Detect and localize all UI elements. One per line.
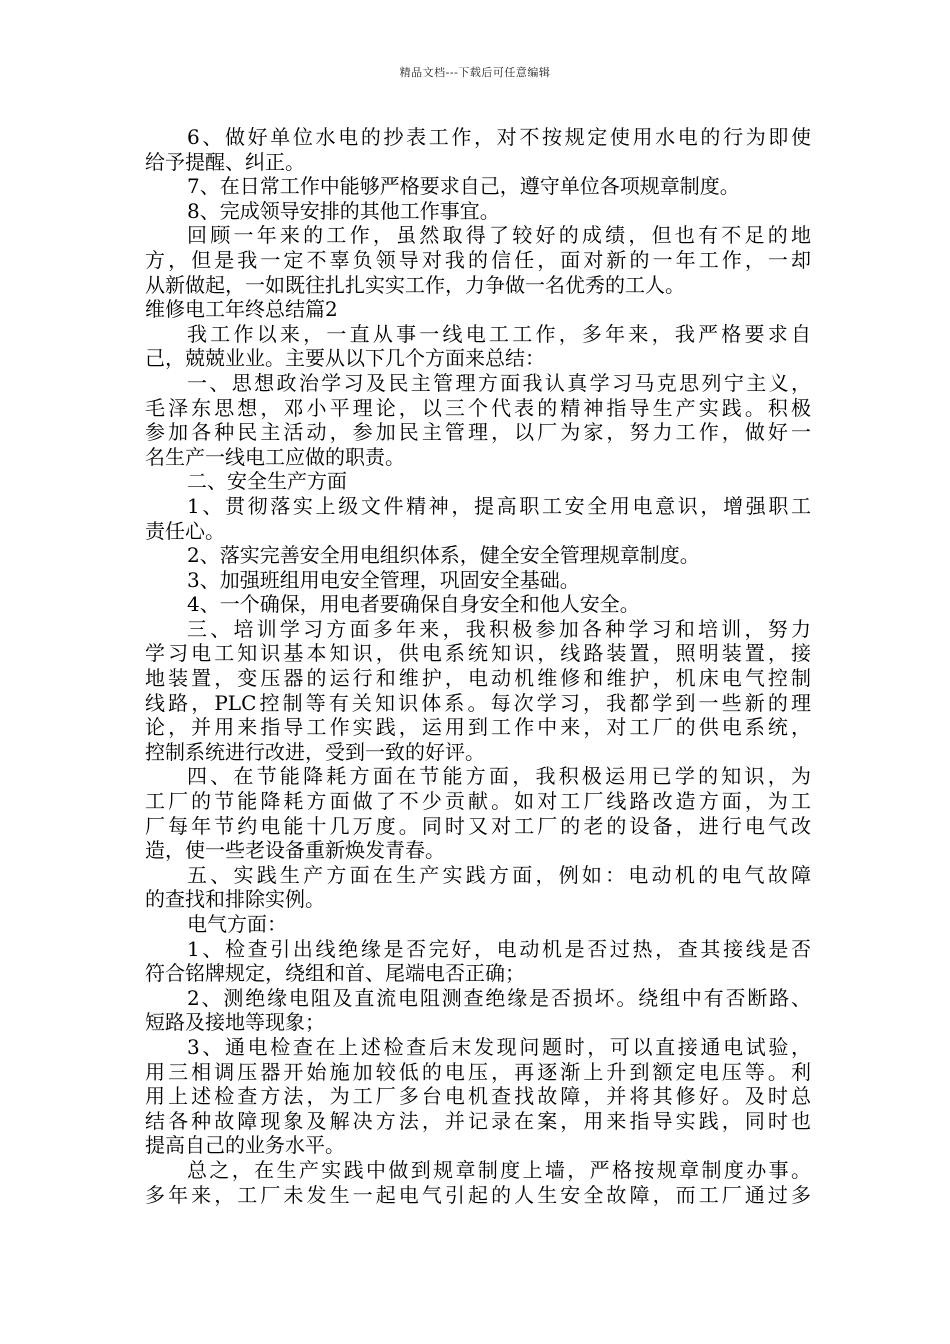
text-line: 6、做好单位水电的抄表工作，对不按规定使用水电的行为即使 [187, 125, 811, 149]
text-line: 结各种故障现象及解决方法，并记录在案，用来指导实践，同时也 [145, 1108, 811, 1133]
text-line: 我工作以来，一直从事一线电工工作，多年来，我严格要求自 [187, 321, 811, 346]
text-line: 用上述检查方法，为工厂多台电机查找故障，并将其修好。及时总 [145, 1084, 811, 1109]
text-line: 一、思想政治学习及民主管理方面我认真学习马克思列宁主义， [187, 370, 811, 395]
text-line: 8、完成领导安排的其他工作事宜。 [187, 198, 500, 223]
text-line: 五、实践生产方面在生产实践方面，例如：电动机的电气故障 [187, 862, 811, 887]
text-line: 1、检查引出线绝缘是否完好，电动机是否过热，查其接线是否 [187, 936, 811, 961]
text-line: 7、在日常工作中能够严格要求自己，遵守单位各项规章制度。 [187, 174, 740, 199]
document-body [145, 125, 811, 1207]
text-line: 回顾一年来的工作，虽然取得了较好的成绩，但也有不足的地 [187, 223, 811, 248]
text-line: 4、一个确保，用电者要确保自身安全和他人安全。 [187, 592, 640, 617]
text-line: 学习电工知识基本知识，供电系统知识，线路装置，照明装置，接 [145, 641, 811, 666]
text-line: 己，兢兢业业。主要从以下几个方面来总结： [145, 346, 545, 371]
text-line: 造，使一些老设备重新焕发青春。 [145, 838, 445, 863]
text-line: 四、在节能降耗方面在节能方面，我积极运用已学的知识，为 [187, 764, 811, 789]
text-line: 地装置，变压器的运行和维护，电动机维修和维护，机床电气控制 [145, 666, 811, 691]
text-line: 3、加强班组用电安全管理，巩固安全基础。 [187, 567, 580, 592]
text-line: 厂每年节约电能十几万度。同时又对工厂的老的设备，进行电气改 [145, 813, 811, 838]
text-line: 多年来，工厂未发生一起电气引起的人生安全故障，而工厂通过多 [145, 1182, 811, 1207]
text-line: 总之，在生产实践中做到规章制度上墙，严格按规章制度办事。 [187, 1157, 811, 1182]
text-line: 线路，PLC控制等有关知识体系。每次学习，我都学到一些新的理 [145, 690, 811, 715]
section-heading: 维修电工年终总结篇2 [145, 297, 338, 322]
text-line: 参加各种民主活动，参加民主管理，以厂为家，努力工作，做好一 [145, 420, 811, 445]
text-line: 给予提醒、纠正。 [145, 149, 305, 174]
text-line: 方，但是我一定不辜负领导对我的信任，面对新的一年工作，一却 [145, 247, 811, 272]
text-line: 电气方面： [187, 912, 287, 936]
text-line: 控制系统进行改进，受到一致的好评。 [145, 739, 485, 764]
text-line: 符合铭牌规定，绕组和首、尾端电否正确； [145, 961, 525, 986]
text-line: 用三相调压器开始施加较低的电压，再逐渐上升到额定电压等。利 [145, 1059, 811, 1084]
text-line: 论，并用来指导工作实践，运用到工作中来，对工厂的供电系统， [145, 715, 811, 740]
text-line: 短路及接地等现象； [145, 1010, 325, 1035]
text-line: 1、贯彻落实上级文件精神，提高职工安全用电意识，增强职工 [187, 493, 811, 518]
text-line: 工厂的节能降耗方面做了不少贡献。如对工厂线路改造方面，为工 [145, 789, 811, 814]
text-line: 名生产一线电工应做的职责。 [145, 444, 405, 469]
text-line: 的查找和排除实例。 [145, 887, 325, 912]
text-line: 责任心。 [145, 518, 225, 543]
text-line: 二、安全生产方面 [187, 469, 347, 494]
text-line: 2、落实完善安全用电组织体系，健全安全管理规章制度。 [187, 543, 700, 568]
text-line: 2、测绝缘电阻及直流电阻测查绝缘是否损坏。绕组中有否断路、 [187, 985, 811, 1010]
text-line: 提高自己的业务水平。 [145, 1133, 345, 1158]
text-line: 三、培训学习方面多年来，我积极参加各种学习和培训，努力 [187, 616, 811, 641]
text-line: 3、通电检查在上述检查后末发现问题时，可以直接通电试验， [187, 1034, 811, 1059]
text-line: 从新做起，一如既往扎扎实实工作，力争做一名优秀的工人。 [145, 272, 685, 297]
text-line: 毛泽东思想，邓小平理论，以三个代表的精神指导生产实践。积极 [145, 395, 811, 420]
page-header: 精品文档---下载后可任意编辑 [399, 66, 551, 79]
